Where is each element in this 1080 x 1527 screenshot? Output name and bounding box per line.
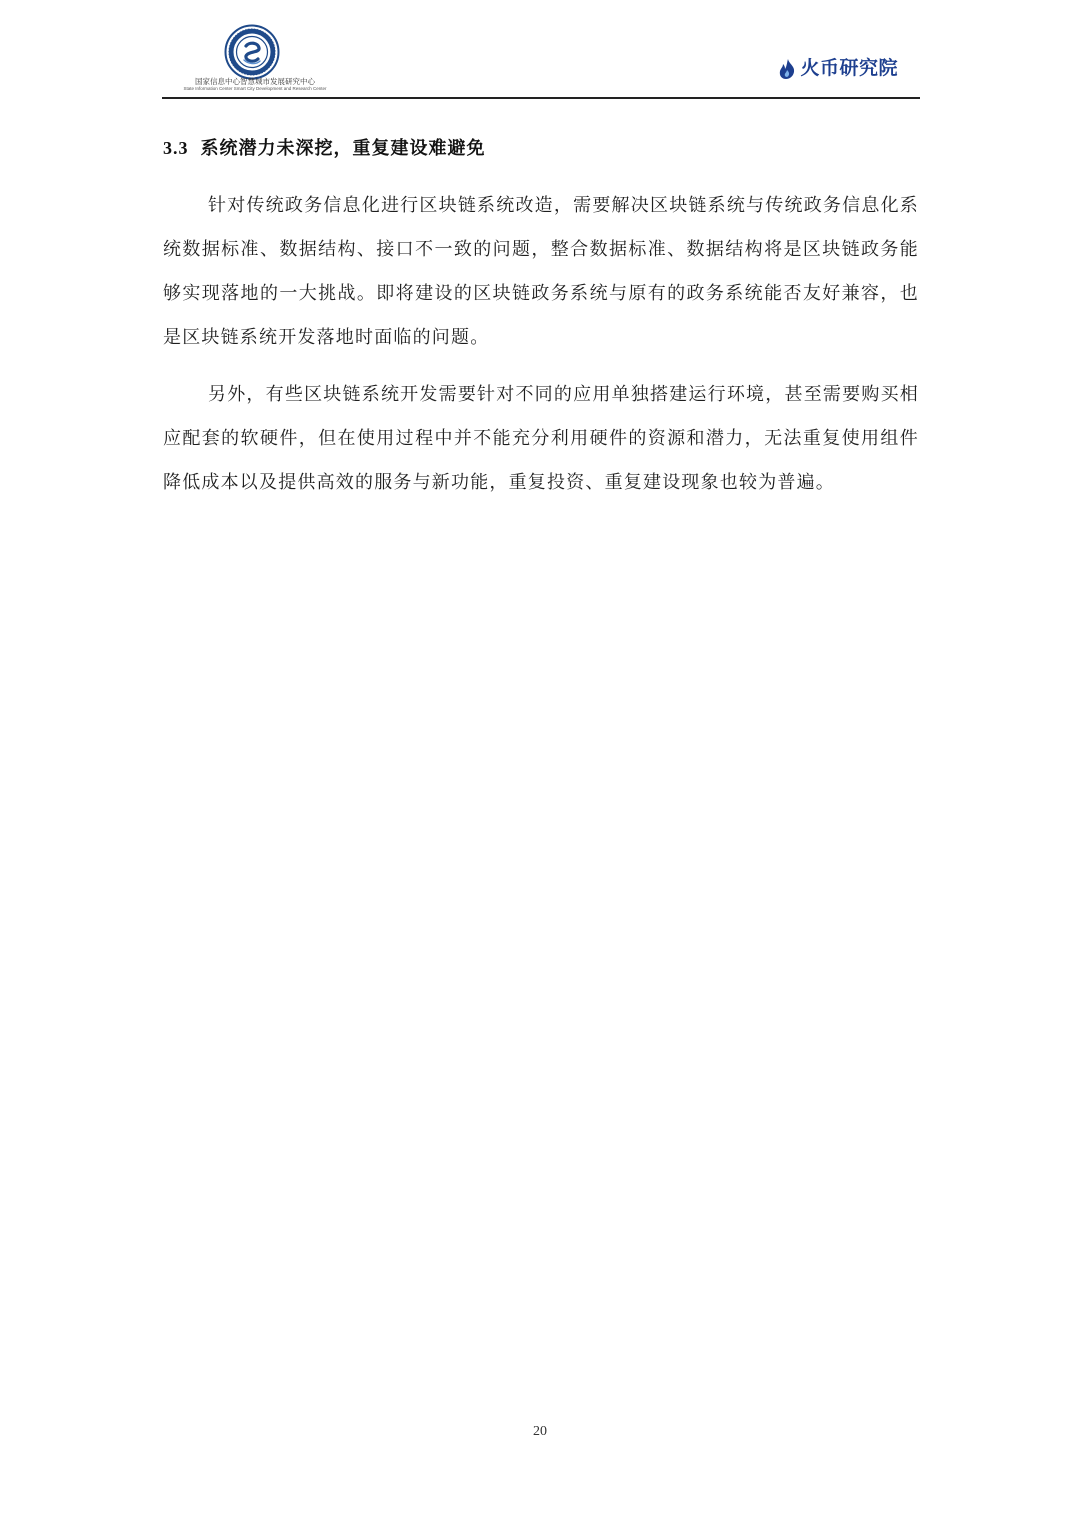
section-heading [163,128,919,168]
page-number: 20 [533,1424,547,1439]
page-header [162,20,920,100]
section-title: 系统潜力未深挖，重复建设难避免 [200,138,486,159]
header-divider [162,97,920,99]
page-content [163,128,919,505]
brand-name: 火币研究院 [800,58,898,79]
body-paragraph-1: 针对传统政务信息化进行区块链系统改造，需要解决区块链系统与传统政务信息化系统数据标准、数据结构、接口不一致的问题，整合数据标准、数据结构将是区块链政务能够实现落地的一大挑战。即将建设的区块链政务系统与原有的政务系统能否友好兼容，也是区块链系统开发落地时面临的问题。 [163,195,919,348]
org-name-en: State Information Center Smart City Development and Research Center [183,86,327,91]
org-logo-block [170,20,340,94]
seal-logo-icon [224,24,280,80]
flame-logo-icon [778,58,796,80]
brand-logo [778,56,898,82]
org-name-cn: 国家信息中心智慧城市发展研究中心 [195,77,315,86]
section-number: 3.3 [163,138,189,158]
body-paragraph-2: 另外，有些区块链系统开发需要针对不同的应用单独搭建运行环境，甚至需要购买相应配套的软硬件，但在使用过程中并不能充分利用硬件的资源和潜力，无法重复使用组件降低成本以及提供高效的服务与新功能，重复投资、重复建设现象也较为普遍。 [163,384,919,493]
